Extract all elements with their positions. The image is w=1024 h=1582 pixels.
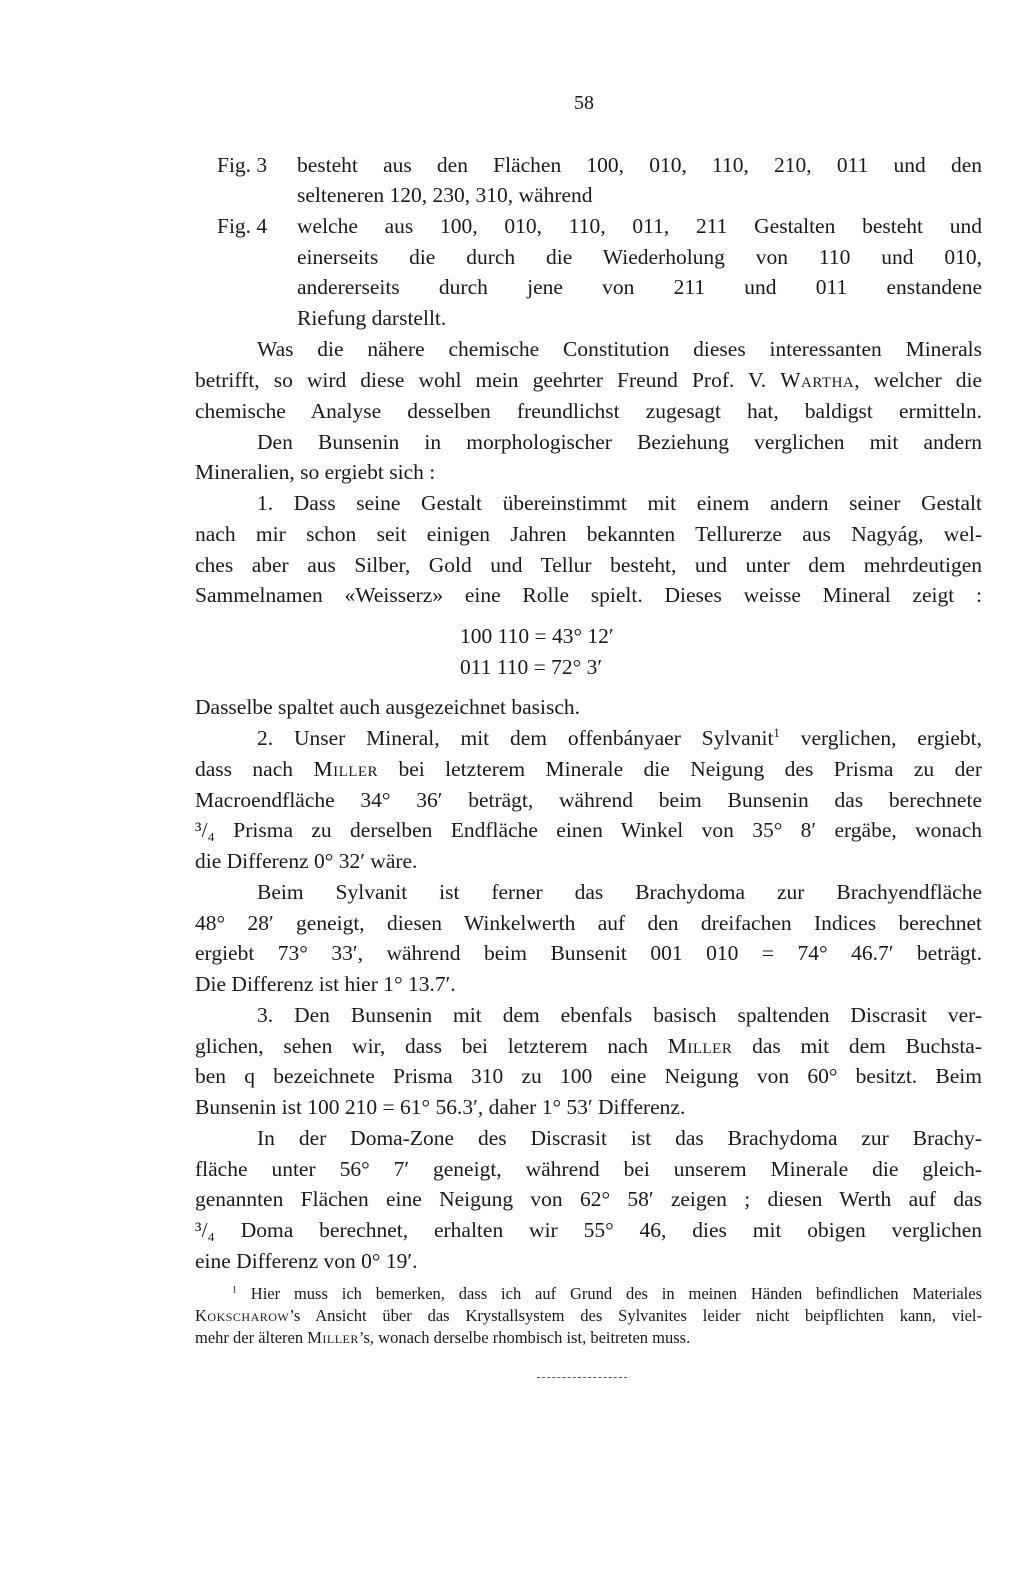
paragraph-line: chemische Analyse desselben freundlichst zugesagt hat, baldigst ermitteln.	[195, 399, 982, 423]
paragraph-line: ches aber aus Silber, Gold und Tellur besteht, und unter dem mehrdeutigen	[195, 553, 982, 577]
author-name: Miller	[667, 1034, 733, 1058]
fig3-label: Fig. 3	[217, 153, 268, 177]
paragraph-line: In der Doma-Zone des Discrasit ist das Brachydoma zur Brachy-	[257, 1126, 982, 1150]
angle-row: 011 110 = 72° 3′	[460, 655, 603, 679]
paragraph-line: betrifft, so wird diese wohl mein geehrter Freund Prof. V. Wartha, welcher die	[195, 368, 982, 392]
paragraph-line: Den Bunsenin in morphologischer Beziehung verglichen mit andern	[257, 430, 982, 454]
fig4-line: andererseits durch jene von 211 und 011 enstandene	[297, 275, 982, 299]
paragraph-line: Sammelnamen «Weisserz» eine Rolle spielt. Dieses weisse Mineral zeigt :	[195, 583, 982, 607]
fig3-line: besteht aus den Flächen 100, 010, 110, 210, 011 und den	[297, 153, 982, 177]
paragraph-line: ben q bezeichnete Prisma 310 zu 100 eine Neigung von 60° besitzt. Beim	[195, 1064, 982, 1088]
paragraph-line: Bunsenin ist 100 210 = 61° 56.3′, daher 1° 53′ Differenz.	[195, 1095, 686, 1119]
paragraph-line: fläche unter 56° 7′ geneigt, während bei unserem Minerale die gleich-	[195, 1157, 982, 1181]
paragraph-line: glichen, sehen wir, dass bei letzterem nach Miller das mit dem Buchsta-	[195, 1034, 983, 1058]
paragraph-line: Beim Sylvanit ist ferner das Brachydoma zur Brachyendfläche	[257, 880, 982, 904]
paragraph-line: 3. Den Bunsenin mit dem ebenfals basisch spaltenden Discrasit ver-	[257, 1003, 982, 1027]
paragraph-line: die Differenz 0° 32′ wäre.	[195, 849, 418, 873]
footnote-ref: 1	[773, 725, 780, 740]
paragraph-line: Mineralien, so ergiebt sich :	[195, 460, 436, 484]
footnote-line: $^1$ Hier muss ich bemerken, dass ich auf Grund des in meinen Händen befindlichen Materiales	[232, 1284, 983, 1303]
paragraph-line: genannten Flächen eine Neigung von 62° 58′ zeigen ; diesen Werth auf das	[195, 1187, 982, 1211]
fig4-line: einerseits die durch die Wiederholung von 110 und 010,	[297, 245, 982, 269]
paragraph-line: ³/₄ Doma berechnet, erhalten wir 55° 46, dies mit obigen verglichen	[195, 1218, 982, 1242]
paragraph-line: eine Differenz von 0° 19′.	[195, 1249, 418, 1273]
fig4-line: Riefung darstellt.	[297, 306, 447, 330]
fig4-line: welche aus 100, 010, 110, 011, 211 Gestalten besteht und	[297, 214, 982, 238]
angle-row: 100 110 = 43° 12′	[460, 624, 614, 648]
paragraph-line: nach mir schon seit einigen Jahren bekannten Tellurerze aus Nagyág, wel-	[195, 522, 982, 546]
fig4-label: Fig. 4	[217, 214, 268, 238]
author-name: Miller	[307, 1328, 359, 1347]
footnote-line: Kokscharow’s Ansicht über das Krystallsystem des Sylvanites leider nicht beipflichten kann, viel-	[195, 1306, 982, 1325]
author-name: Miller	[313, 757, 379, 781]
paragraph-line: Macroendfläche 34° 36′ beträgt, während beim Bunsenin das berechnete	[195, 788, 982, 812]
paragraph-line: 48° 28′ geneigt, diesen Winkelwerth auf den dreifachen Indices berechnet	[195, 911, 982, 935]
paragraph-line: 2. Unser Mineral, mit dem offenbányaer Sylvanit$^1$ verglichen, ergiebt,	[257, 725, 982, 750]
fig3-line: selteneren 120, 230, 310, während	[297, 183, 593, 207]
author-name: Kokscharow	[195, 1306, 290, 1325]
paragraph-line: Die Differenz ist hier 1° 13.7′.	[195, 972, 456, 996]
page-number: 58	[574, 92, 594, 114]
footnote-mark: 1	[232, 1284, 237, 1296]
paragraph-line: ergiebt 73° 33′, während beim Bunsenit 001 010 = 74° 46.7′ beträgt.	[195, 941, 982, 965]
paragraph-line: 1. Dass seine Gestalt übereinstimmt mit einem andern seiner Gestalt	[257, 491, 982, 515]
paragraph-line: Dasselbe spaltet auch ausgezeichnet basisch.	[195, 695, 581, 719]
end-rule	[537, 1377, 627, 1378]
footnote-line: mehr der älteren Miller’s, wonach derselbe rhombisch ist, beitreten muss.	[195, 1328, 691, 1347]
paragraph-line: ³/₄ Prisma zu derselben Endfläche einen Winkel von 35° 8′ ergäbe, wonach	[195, 818, 982, 842]
paragraph-line: Was die nähere chemische Constitution dieses interessanten Minerals	[257, 337, 982, 361]
paragraph-line: dass nach Miller bei letzterem Minerale die Neigung des Prisma zu der	[195, 757, 983, 781]
author-name: Wartha	[780, 368, 855, 392]
